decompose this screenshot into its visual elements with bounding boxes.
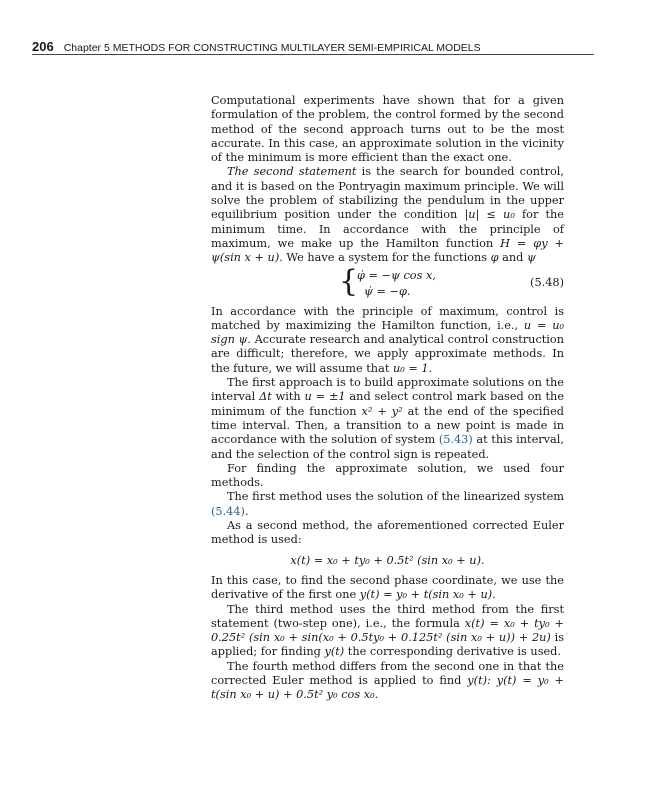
emphasis-second-statement: The second statement — [227, 165, 357, 179]
header-rule — [32, 54, 594, 55]
running-header — [32, 38, 592, 52]
paragraph-first-approach: The first approach is to build approximate solutions on the interval Δt with u = ±1 and select control mark based on the minimum of the function x² + y² at the end of the specified time interval. Then, a transition to a new point is made in accordance with the solution of system (5.43) at this interval, and the selection of the control sign is repeated. — [211, 376, 565, 461]
paragraph-third-method: The third method uses the third method from the first statement (two-step one), i.e., the formula x(t) = x₀ + ty₀ + 0.25t² (sin x₀ + sin(x₀ + 0.5ty₀ + 0.125t² (sin x₀ + u)) + 2u) is applied; for finding y(t) the corresponding derivative is used. — [211, 602, 564, 659]
paragraph-fourth-method: The fourth method differs from the second one in that the corrected Euler method is applied to find y(t): y(t) = y₀ + t(sin x₀ + u) + 0.5t² y₀ cos x₀. — [211, 659, 564, 702]
fourth-method-formula: y(t): y(t) = y₀ + t(sin x₀ + u) + 0.5t² y₀ cos x₀ — [211, 673, 564, 702]
paragraph-second-method: As a second method, the aforementioned corrected Euler method is used: — [211, 519, 564, 547]
page-number: 206 — [32, 39, 54, 54]
two-step-formula: x(t) = x₀ + ty₀ + 0.25t² (sin x₀ + sin(x₀ + 0.5ty₀ + 0.125t² (sin x₀ + u)) + 2u) — [211, 616, 564, 645]
equation-line-2: ψ̇ = −φ. — [364, 284, 411, 298]
chapter-title: Chapter 5 METHODS FOR CONSTRUCTING MULTILAYER SEMI-EMPIRICAL MODELS — [63, 42, 481, 54]
paragraph-four-methods: For finding the approximate solution, we used four methods. — [211, 461, 564, 490]
left-brace: { — [339, 263, 359, 299]
paragraph-second-statement: The second statement is the search for bounded control, and it is based on the Pontryagin maximum principle. We will solve the problem of stabilizing the pendulum in the upper equilibrium position under the condition |u| ≤ u₀ for the minimum time. In accordance with the principle of maximum, we make up the Hamilton function H = φy + ψ(sin x + u). We have a system for the functions φ and ψ — [211, 165, 564, 265]
equation-line-1: φ̇ = −ψ cos x, — [357, 268, 436, 282]
equation-reference-link[interactable]: (5.43) — [438, 433, 473, 447]
paragraph-second-coordinate: In this case, to find the second phase coordinate, we use the derivative of the first one y(t) = y₀ + t(sin x₀ + u). — [211, 573, 564, 602]
equation-number: (5.48) — [530, 275, 564, 289]
condition-inline-math: |u| ≤ u₀ — [464, 208, 515, 222]
hamilton-function-math: H = φy + ψ(sin x + u) — [211, 236, 564, 265]
control-law-math: u = u₀ sign ψ — [211, 318, 565, 347]
paragraph-maximum-principle: In accordance with the principle of maximum, control is matched by maximizing the Hamilton function, i.e., u = u₀ sign ψ. Accurate research and analytical control construction are difficult; therefore, we apply approximate methods. In the future, we will assume that u₀ = 1. — [211, 304, 565, 375]
paragraph-1: Computational experiments have shown that for a given formulation of the problem, the control formed by the second method of the second approach turns out to be the most accurate. In this case, an approximate solution in the vicinity of the minimum is more efficient than the exact one. — [211, 94, 564, 165]
equation-5-48 — [211, 263, 564, 301]
paragraph-first-method: The first method uses the solution of the linearized system (5.44). — [211, 490, 564, 518]
body-text — [211, 94, 564, 703]
equation-reference-link[interactable]: (5.44) — [211, 504, 245, 518]
equation-corrected-euler: x(t) = x₀ + ty₀ + 0.5t² (sin x₀ + u). — [290, 553, 485, 567]
